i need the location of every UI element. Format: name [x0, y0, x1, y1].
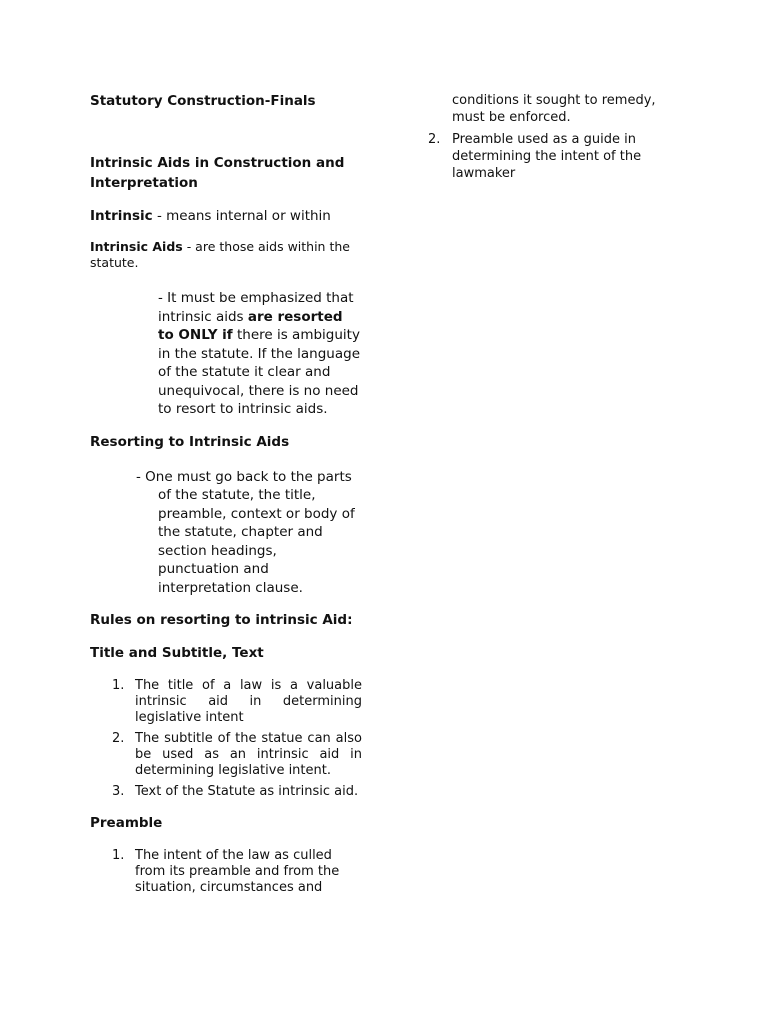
title-rules-list	[90, 678, 362, 800]
emphasis-note	[90, 289, 362, 419]
list-item-text: The subtitle of the statue can also be used as an intrinsic aid in determining legislative intent.	[135, 731, 362, 778]
list-item-text: Preamble used as a guide in determining the intent of the lawmaker	[452, 132, 642, 181]
left-column	[90, 92, 362, 901]
list-item	[90, 678, 362, 726]
emphasis-note-bold: are resorted to ONLY if	[158, 308, 343, 343]
list-item-number: 1.	[112, 678, 125, 693]
list-item	[90, 848, 362, 896]
list-item	[90, 731, 362, 779]
right-column	[428, 92, 678, 187]
intrinsic-definition	[90, 207, 362, 225]
intrinsic-aids-term: Intrinsic Aids	[90, 239, 183, 254]
list-item-text: The intent of the law as culled from its preamble and from the situation, circumstances and	[135, 848, 340, 895]
emphasis-note-before: - It must be emphasized that intrinsic aids	[158, 290, 354, 325]
document-title: Statutory Construction-Finals	[90, 93, 316, 109]
intrinsic-definition-text: - means internal or within	[152, 208, 331, 224]
list-item-number: 1.	[112, 848, 125, 863]
title-subtitle-heading: Title and Subtitle, Text	[90, 645, 264, 661]
resorting-note: - One must go back to the parts of the statute, the title, preamble, context or body of the statute, chapter and section headings, punctuation and interpretation clause.	[136, 468, 355, 596]
list-item-text: conditions it sought to remedy, must be enforced.	[452, 93, 656, 125]
preamble-rules-list-continued	[428, 92, 678, 182]
list-item-continuation	[428, 92, 678, 126]
list-item-text: The title of a law is a valuable intrinsic aid in determining legislative intent	[135, 678, 362, 725]
intrinsic-aids-definition	[90, 239, 362, 271]
list-item	[428, 131, 678, 182]
preamble-heading: Preamble	[90, 815, 163, 831]
list-item-number: 2.	[428, 132, 441, 147]
intrinsic-aids-definition-text: - are those aids within the statute.	[90, 239, 350, 270]
list-item-text: Text of the Statute as intrinsic aid.	[135, 784, 359, 799]
resorting-heading: Resorting to Intrinsic Aids	[90, 433, 290, 450]
preamble-rules-list	[90, 848, 362, 896]
intrinsic-term: Intrinsic	[90, 208, 153, 224]
list-item	[90, 784, 362, 800]
list-item-number: 3.	[112, 784, 125, 799]
list-item-number: 2.	[112, 731, 125, 746]
rules-heading: Rules on resorting to intrinsic Aid:	[90, 612, 353, 628]
intrinsic-aids-heading: Intrinsic Aids in Construction and Interpretation	[90, 155, 345, 191]
emphasis-note-after: there is ambiguity in the statute. If the language of the statute it clear and unequivocal, there is no need to resort to intrinsic aids.	[158, 327, 360, 417]
